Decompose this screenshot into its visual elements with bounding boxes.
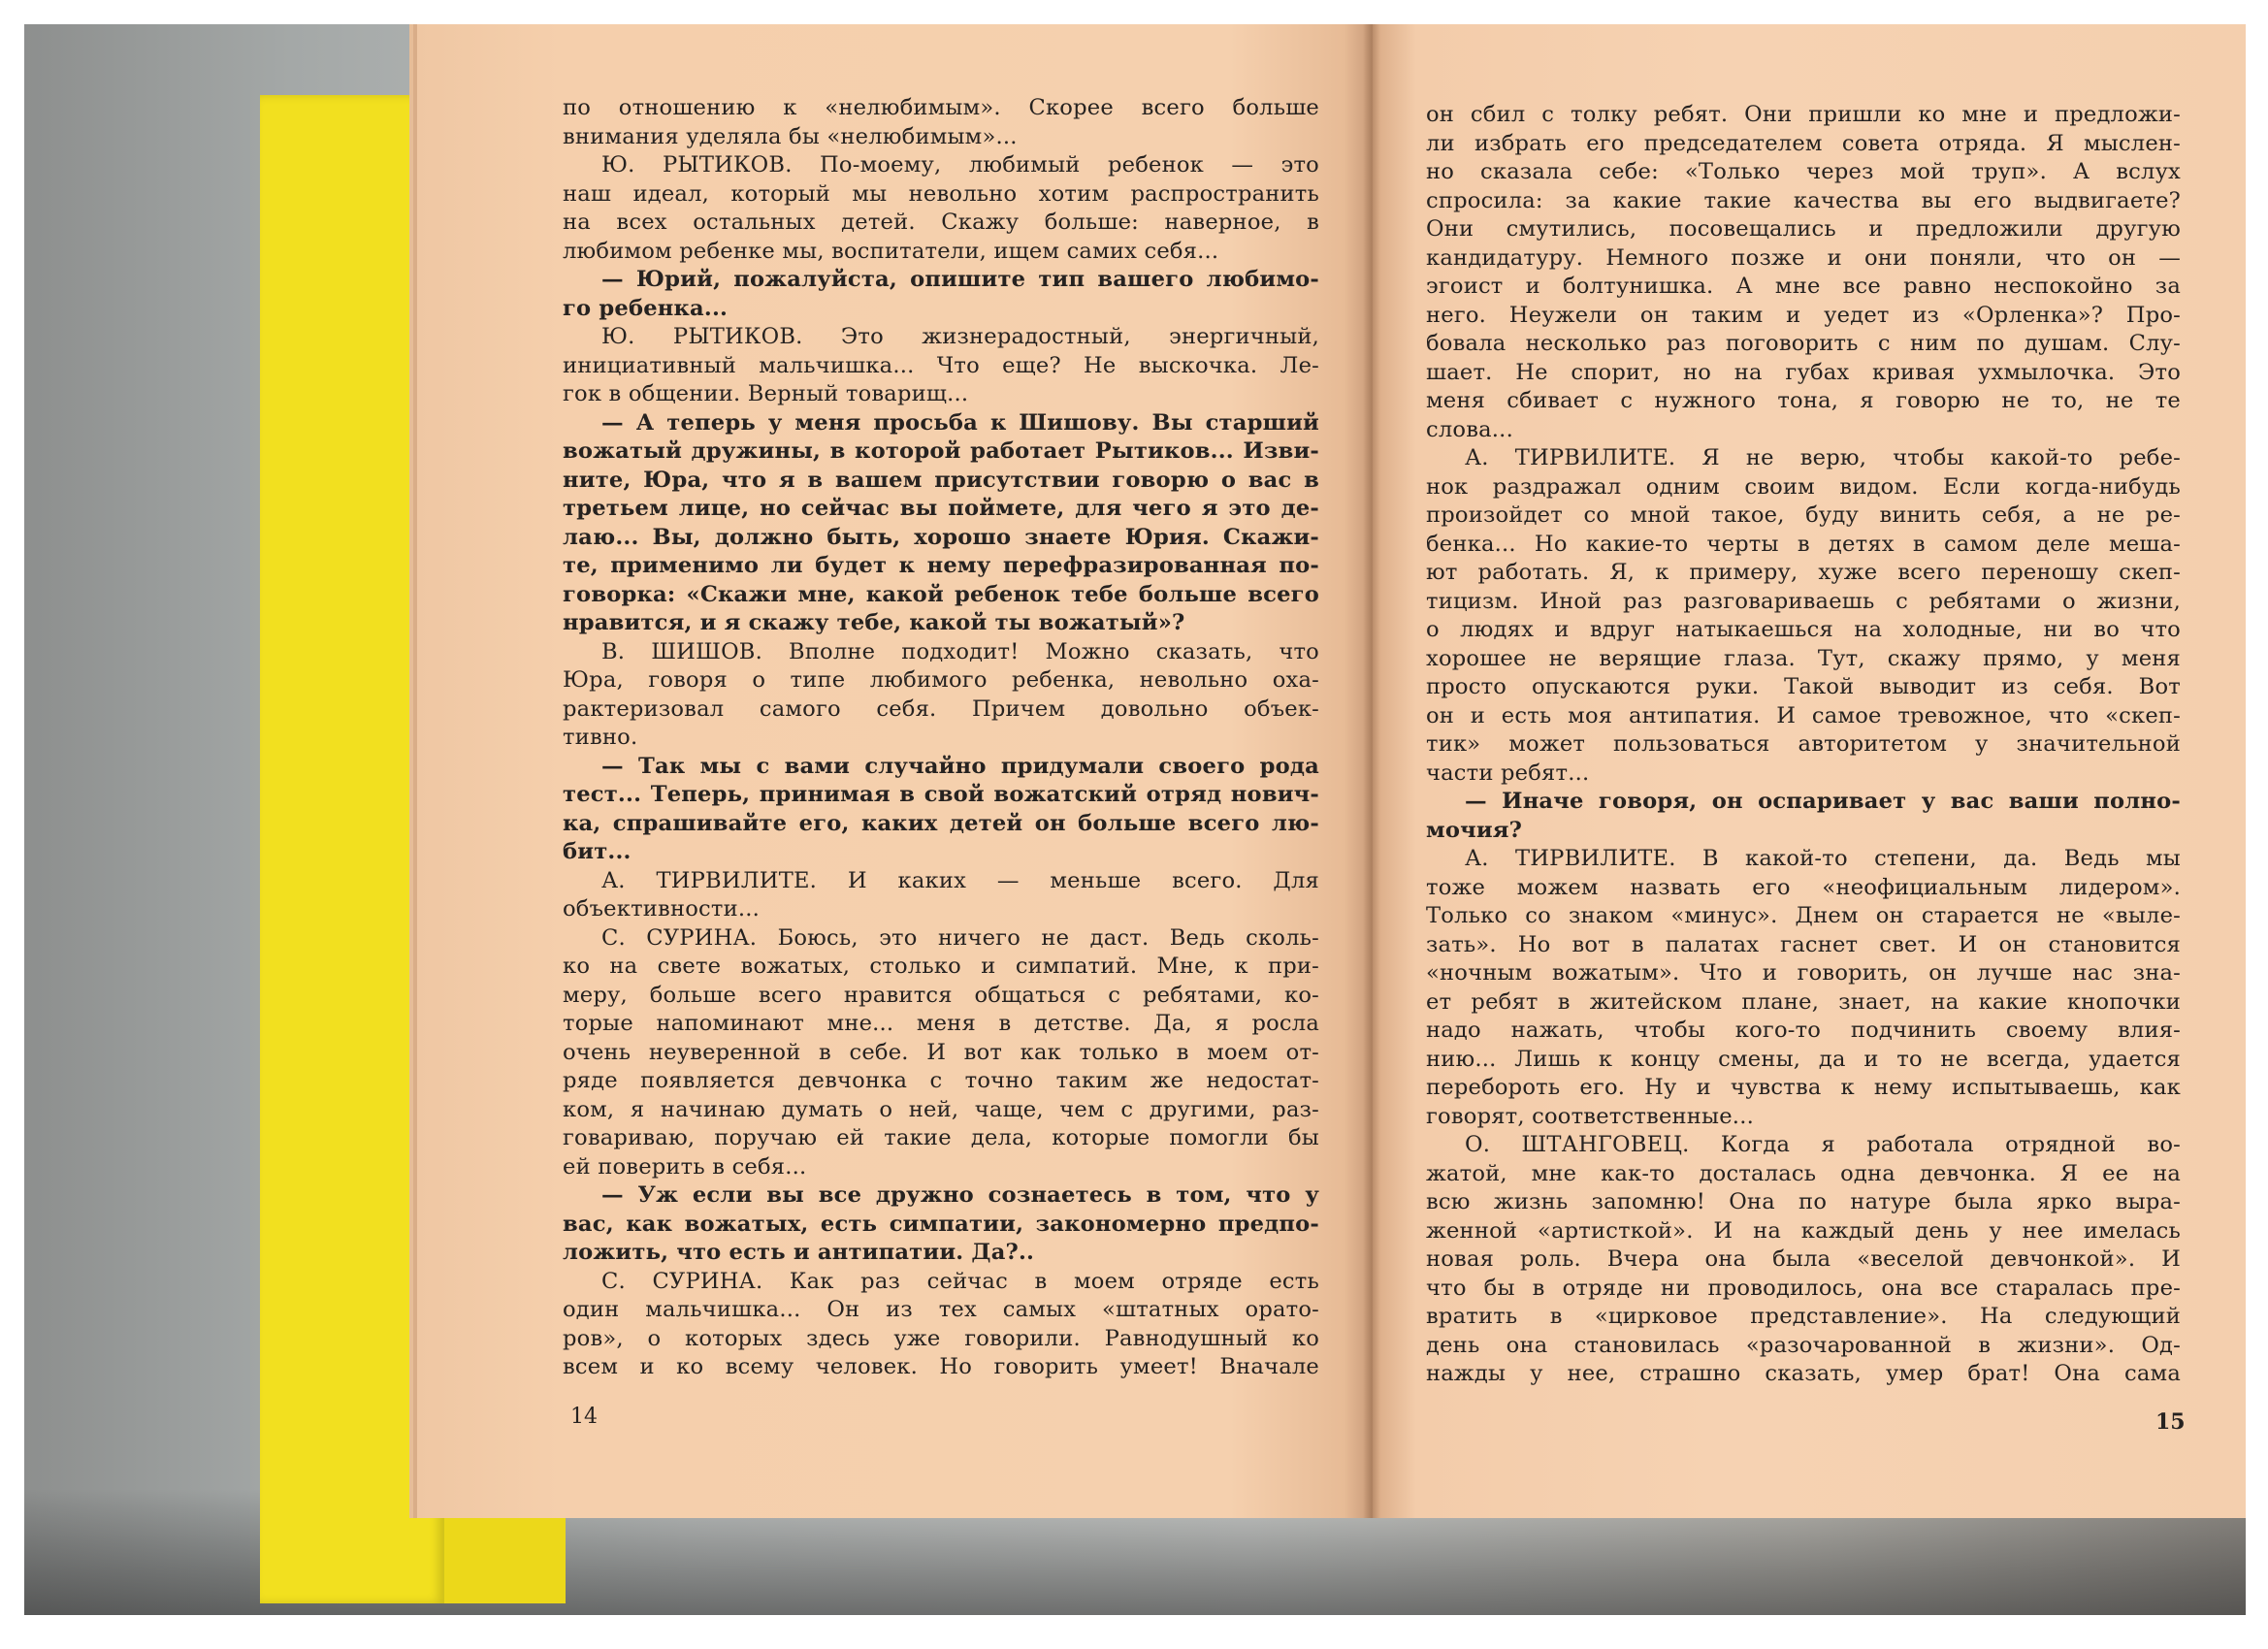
text-line: тивно. [563,725,638,750]
text-line: он сбил с толку ребят. Они пришли ко мне и предложи- [1426,102,2181,127]
text-line: В. ШИШОВ. Вполне подходит! Можно сказать, что [601,638,1319,664]
text-line: лаю... Вы, должно быть, хорошо знаете Юрия. Скажи- [563,524,1319,550]
text-line: вожатый дружины, в которой работает Рытиков... Изви- [563,438,1319,464]
text-line: ли избрать его председателем совета отряда. Я мыслен- [1426,130,2181,156]
text-line: части ребят... [1426,760,1590,786]
text-line: — Так мы с вами случайно придумали своего рода [601,753,1319,779]
text-line: инициативный мальчишка... Что еще? Не выскочка. Ле- [563,352,1319,378]
text-line: тицизм. Иной раз разговариваешь с ребятами о жизни, [1426,588,2181,614]
text-line: перебороть его. Ну и чувства к нему испытываешь, как [1426,1075,2181,1100]
text-line: тоже можем назвать его «неофициальным лидером». [1426,874,2181,900]
text-line: мочия? [1426,817,1523,843]
text-line: ют работать. Я, к примеру, хуже всего переношу скеп- [1426,560,2181,585]
text-line: любимом ребенке мы, воспитатели, ищем самих себя... [563,238,1219,264]
text-line: на всех остальных детей. Скажу больше: наверное, в [563,210,1319,235]
text-line: ка, спрашивайте его, каких детей он больше всего лю- [563,810,1319,836]
text-line: всем и ко всему человек. Но говорить умеет! Вначале [563,1354,1319,1379]
text-line: кандидатуру. Немного позже и они поняли, что он — [1426,244,2181,271]
text-line: третьем лице, но сейчас вы поймете, для чего я это де- [563,496,1319,521]
text-line: меру, больше всего нравится общаться с ребятами, ко- [563,982,1319,1008]
text-line: ложить, что есть и антипатии. Да?.. [563,1240,1035,1265]
text-line: О. ШТАНГОВЕЦ. Когда я работала отрядной во- [1465,1132,2181,1157]
text-line: А. ТИРВИЛИТЕ. В какой-то степени, да. Ведь мы [1465,846,2181,871]
text-line: говариваю, поручаю ей такие дела, которые помогли бы [563,1125,1319,1150]
text-line: просто опускаются руки. Такой выводит из себя. Вот [1426,674,2181,699]
text-line: говорка: «Скажи мне, какой ребенок тебе больше всего [563,581,1319,607]
text-line: — А теперь у меня просьба к Шишову. Вы старший [601,409,1319,436]
text-line: наш идеал, который мы невольно хотим распространить [563,180,1319,207]
text-line: тик» может пользоваться авторитетом у значительной [1426,731,2181,757]
text-line: А. ТИРВИЛИТЕ. Я не верю, чтобы какой-то ребе- [1465,445,2181,470]
right-page-text [1426,101,2181,1389]
text-line: С. СУРИНА. Как раз сейчас в моем отряде есть [601,1268,1319,1294]
text-line: слова... [1426,416,1513,442]
text-line: говорят, соответственные... [1426,1103,1754,1129]
text-line: женной «артисткой». И на каждый день у нее имелась [1426,1217,2181,1244]
text-line: но сказала себе: «Только через мой труп». А вслух [1426,159,2181,184]
text-line: него. Неужели он таким и уедет из «Орленка»? Про- [1426,302,2181,328]
text-line: зать». Но вот в палатах гаснет свет. И он становится [1426,931,2181,957]
text-line: нажды у нее, страшно сказать, умер брат! Она сама [1426,1361,2181,1386]
text-line: меня сбивает с нужного тона, я говорю не то, не те [1426,388,2181,413]
text-line: вратить в «цирковое представление». На следующий [1426,1304,2181,1329]
text-line: эгоист и болтунишка. А мне все равно неспокойно за [1426,274,2181,299]
text-line: ком, я начинаю думать о ней, чаще, чем с другими, раз- [563,1096,1319,1122]
right-page-number: 15 [2155,1409,2186,1435]
text-line: С. СУРИНА. Боюсь, это ничего не даст. Ведь сколь- [601,924,1319,951]
text-line: А. ТИРВИЛИТЕ. И каких — меньше всего. Для [601,867,1319,893]
text-line: по отношению к «нелюбимым». Скорее всего больше [563,95,1319,120]
text-line: о людях и вдруг натыкаешься на холодные, ни во что [1426,617,2181,642]
text-line: Ю. РЫТИКОВ. Это жизнерадостный, энергичный, [601,324,1319,349]
text-line: рактеризовал самого себя. Причем довольно объек- [563,695,1319,722]
text-line: шает. Не спорит, но на губах кривая ухмылочка. Это [1426,359,2181,385]
text-line: бит... [563,839,632,864]
text-line: бенка... Но какие-то черты в детях в самом деле меша- [1426,531,2181,557]
text-line: день она становилась «разочарованной в жизни». Од- [1426,1332,2181,1358]
text-line: те, применимо ли будет к нему перефразированная по- [563,553,1319,578]
text-line: тест... Теперь, принимая в свой вожатский отряд нович- [563,782,1319,807]
text-line: жатой, мне как-то досталась одна девчонка. Я ее на [1426,1160,2181,1186]
text-line: нок раздражал одним своим видом. Если когда-нибудь [1426,473,2181,500]
text-line: вас, как вожатых, есть симпатии, закономерно предпо- [563,1211,1319,1237]
text-line: гок в общении. Верный товарищ... [563,381,969,406]
text-line: го ребенка... [563,295,729,321]
text-line: спросила: за какие такие качества вы его выдвигаете? [1426,187,2181,213]
text-line: надо нажать, чтобы кого-то подчинить своему влия- [1426,1018,2181,1043]
text-line: нравится, и я скажу тебе, какой ты вожатый»? [563,610,1185,635]
text-line: он и есть моя антипатия. И самое тревожное, что «скеп- [1426,702,2181,728]
text-line: нию... Лишь к концу смены, да и то не всегда, удается [1426,1046,2181,1072]
text-line: новая роль. Вчера она была «веселой девчонкой». И [1426,1246,2181,1272]
text-line: внимания уделяла бы «нелюбимым»... [563,123,1018,149]
left-page-number: 14 [570,1405,598,1429]
book-gutter [1363,24,1380,1518]
cover-strip [444,1511,566,1603]
text-line: произойдет со мной такое, буду винить себя, а не ре- [1426,502,2181,528]
text-line: объективности... [563,896,760,922]
text-line: один мальчишка... Он из тех самых «штатных орато- [563,1297,1319,1322]
text-line: — Юрий, пожалуйста, опишите тип вашего любимо- [601,267,1319,292]
text-line: «ночным вожатым». Что и говорить, он лучше нас зна- [1426,960,2181,986]
text-line: ряде появляется девчонка с точно таким же недостат- [563,1068,1319,1093]
text-line: хорошее не верящие глаза. Тут, скажу прямо, у меня [1426,645,2181,671]
left-page-text [563,94,1319,1382]
text-line: бовала несколько раз поговорить с ним по душам. Слу- [1426,331,2181,356]
text-line: Они смутились, посовещались и предложили другую [1426,216,2181,242]
text-line: ко на свете вожатых, столько и симпатий. Мне, к при- [563,954,1319,979]
text-line: ните, Юра, что я в вашем присутствии говорю о вас в [563,467,1319,493]
text-line: всю жизнь запомню! Она по натуре была ярко выра- [1426,1189,2181,1214]
text-line: ет ребят в житейском плане, знает, на какие кнопочки [1426,988,2181,1015]
text-line: что бы в отряде ни проводилось, она все старалась пре- [1426,1275,2181,1301]
text-line: ров», о которых здесь уже говорили. Равнодушный ко [563,1325,1319,1351]
text-line: очень неуверенной в себе. И вот как только в моем от- [563,1039,1319,1065]
text-line: торые напоминают мне... меня в детстве. Да, я росла [563,1011,1319,1036]
text-line: Юра, говоря о типе любимого ребенка, невольно оха- [563,667,1319,693]
text-line: — Уж если вы все дружно сознаетесь в том, что у [601,1182,1319,1208]
text-line: Ю. РЫТИКОВ. По-моему, любимый ребенок — это [601,152,1319,178]
text-line: ей поверить в себя... [563,1153,807,1180]
text-line: Только со знаком «минус». Днем он старается не «выле- [1426,903,2181,928]
text-line: — Иначе говоря, он оспаривает у вас ваши полно- [1465,789,2181,814]
